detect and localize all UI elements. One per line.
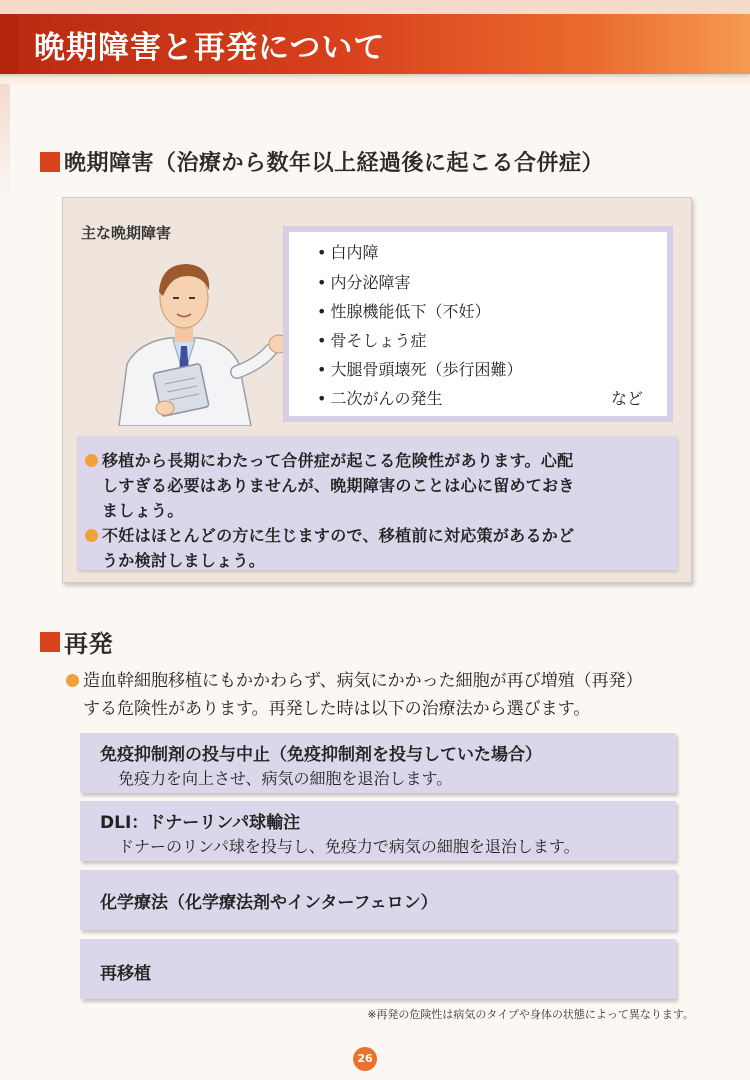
list-item: • 白内障	[317, 243, 379, 262]
heading-square-icon	[40, 152, 60, 172]
treatment-card	[80, 939, 676, 999]
relapse-intro-line: する危険性があります。再発した時は以下の治療法から選びます。	[83, 699, 591, 719]
treatment-card	[80, 733, 676, 793]
page-title: 晩期障害と再発について	[34, 30, 386, 66]
doctor-illustration-icon	[89, 246, 299, 426]
late-effects-list	[283, 226, 673, 422]
list-item: • 内分泌障害	[317, 273, 411, 292]
treatment-title: 免疫抑制剤の投与中止（免疫抑制剤を投与していた場合）	[100, 745, 542, 765]
late-effects-panel	[62, 197, 692, 583]
note-line: 移植から長期にわたって合併症が起こる危険性があります。心配	[85, 448, 573, 471]
list-suffix: など	[610, 389, 643, 408]
list-item: • 骨そしょう症	[317, 331, 427, 350]
footnote: ※再発の危険性は病気のタイプや身体の状態によって異なります。	[367, 1008, 694, 1021]
treatment-desc: ドナーのリンパ球を投与し、免疫力で病気の細胞を退治します。	[118, 837, 580, 856]
bullet-dot-icon	[66, 674, 79, 687]
list-item: • 大腿骨頭壊死（歩行困難）	[317, 360, 523, 379]
bullet-dot-icon	[85, 529, 98, 542]
left-edge-decoration	[0, 84, 10, 204]
note-line: うか検討しましょう。	[102, 551, 266, 570]
relapse-heading	[40, 624, 113, 659]
note-line: 不妊はほとんどの方に生じますので、移植前に対応策があるかど	[85, 523, 574, 546]
list-item: • 性腺機能低下（不妊）	[317, 302, 491, 321]
late-effects-notes	[77, 436, 677, 570]
treatment-card	[80, 801, 676, 861]
heading-square-icon	[40, 632, 60, 652]
treatment-title: 再移植	[100, 964, 151, 984]
treatment-title: DLI：ドナーリンパ球輸注	[100, 813, 301, 833]
bullet-dot-icon	[85, 454, 98, 467]
note-line: しすぎる必要はありませんが、晩期障害のことは心に留めておき	[102, 476, 575, 495]
treatment-desc: 免疫力を向上させ、病気の細胞を退治します。	[118, 769, 453, 788]
note-line: ましょう。	[102, 501, 184, 520]
page-number: 26	[353, 1047, 377, 1071]
relapse-intro-line: 造血幹細胞移植にもかかわらず、病気にかかった細胞が再び増殖（再発）	[66, 666, 643, 691]
treatment-title: 化学療法（化学療法剤やインターフェロン）	[100, 893, 438, 913]
treatment-card	[80, 870, 676, 930]
relapse-heading-text: 再発	[64, 630, 113, 658]
list-item: • 二次がんの発生	[317, 389, 443, 408]
panel-label: 主な晩期障害	[81, 224, 172, 242]
title-bar-accent	[0, 14, 18, 74]
late-effects-heading-text: 晩期障害（治療から数年以上経過後に起こる合併症）	[64, 151, 605, 176]
late-effects-heading	[40, 146, 604, 177]
